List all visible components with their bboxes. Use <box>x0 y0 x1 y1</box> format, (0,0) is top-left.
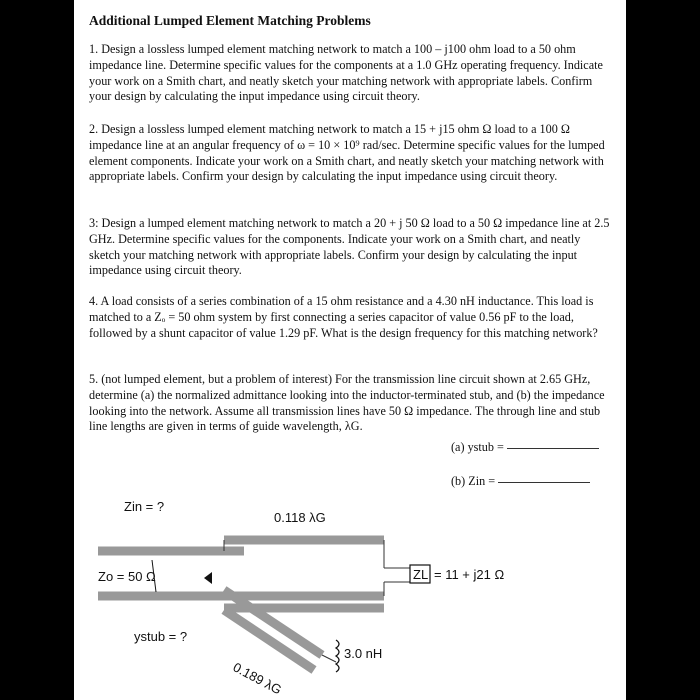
page-title: Additional Lumped Element Matching Problems <box>89 13 371 28</box>
ystub-label: ystub = ? <box>134 629 188 644</box>
problem-3: 3: Design a lumped element matching network to match a 20 + j 50 Ω load to a 50 Ω impedance line at 2.5 GHz. Determine specific values for the components. Indicate your work on a Smith chart, and neatly sketch your matching network with appropriate labels. Confirm your design by calculating the input impedance using circuit theory. <box>89 216 610 278</box>
answer-a-label: (a) ystub = <box>451 440 504 454</box>
answer-b-label: (b) Zin = <box>451 474 496 488</box>
zo-label: Zo = 50 Ω <box>98 569 156 584</box>
through-length-label: 0.118 λG <box>274 510 326 525</box>
answer-b-blank[interactable] <box>498 482 590 483</box>
transmission-line-figure <box>74 490 626 700</box>
answer-a <box>451 440 599 455</box>
zin-label: Zin = ? <box>124 499 165 514</box>
answer-a-blank[interactable] <box>507 448 599 449</box>
inductor-label: 3.0 nH <box>344 646 383 661</box>
answer-b <box>451 474 590 489</box>
inductor-icon <box>336 640 339 672</box>
problem-1: 1. Design a lossless lumped element matching network to match a 100 – j100 ohm load to a 50 ohm impedance line. Determine specific values for the components at a 1.0 GHz operating frequency. Indicate your work on a Smith chart, and neatly sketch your matching network with appropriate labels. Confirm your design by calculating the input impedance using circuit theory. <box>89 42 603 104</box>
stub-length-label: 0.189 λG <box>230 659 285 698</box>
problem-4: 4. A load consists of a series combination of a 15 ohm resistance and a 4.30 nH inductance. This load is matched to a Zₒ = 50 ohm system by first connecting a series capacitor of value 0.56 pF to the load, followed by a shunt capacitor of value 1.29 pF. What is the design frequency for this matching network? <box>89 294 598 340</box>
arrow-icon <box>204 572 212 584</box>
problem-2: 2. Design a lossless lumped element matching network to match a 15 + j15 ohm Ω load to a 100 Ω impedance line at an angular frequency of ω = 10 × 10⁹ rad/sec. Determine specific values for the lumped element components. Indicate your work on a Smith chart, and neatly sketch your matching network with appropriate labels. Confirm your design by calculating the input impedance using circuit theory. <box>89 122 605 184</box>
zl-box-label: ZL <box>413 567 429 582</box>
right-black-border <box>626 0 700 700</box>
zl-value: = 11 + j21 Ω <box>434 567 505 582</box>
left-black-border <box>0 0 74 700</box>
document-page <box>74 0 626 700</box>
problem-5: 5. (not lumped element, but a problem of interest) For the transmission line circuit shown at 2.65 GHz, determine (a) the normalized admittance looking into the inductor-terminated stub, and (b) the impedance looking into the network. Assume all transmission lines have 50 Ω impedance. The through line and stub line lengths are given in terms of guide wavelength, λG. <box>89 372 605 434</box>
